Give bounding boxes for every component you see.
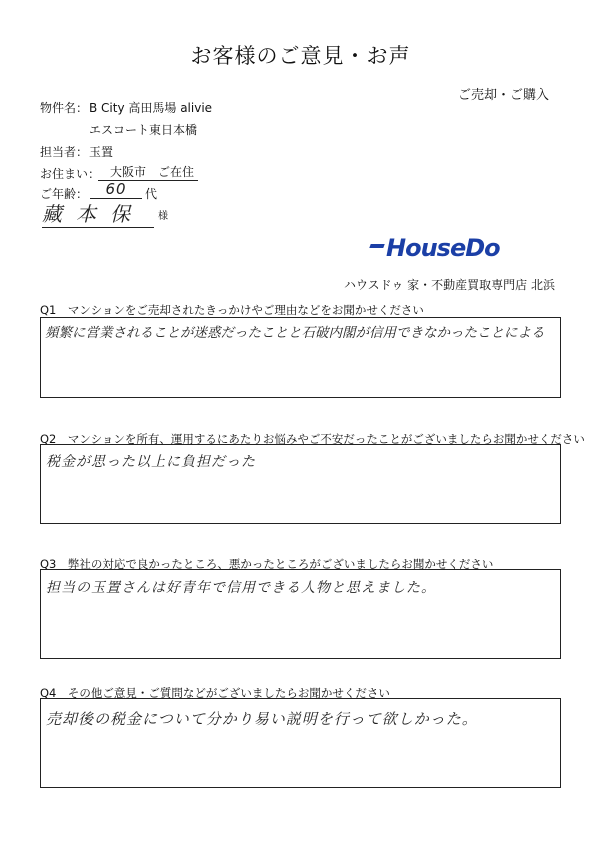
residence-value: 大阪市 ご在住 [98, 163, 198, 181]
question-1-label: Q1 マンションをご売却されたきっかけやご理由などをお聞かせください [40, 303, 424, 317]
transaction-type: ご売却・ご購入 [457, 88, 549, 103]
page-title: お客様のご意見・お声 [190, 44, 411, 68]
question-2-label: Q2 マンションを所有、運用するにあたりお悩みやご不安だったことがございましたらお聞かせください [40, 432, 585, 446]
question-1-answer: 頻繁に営業されることが迷惑だったことと石破内閣が信用できなかったことによる [45, 325, 545, 341]
staff-name: 玉置 [89, 145, 114, 159]
property-name-2: エスコート東日本橋 [89, 123, 198, 137]
property-label: 物件名： [40, 101, 89, 115]
age-label: ご年齢： [40, 187, 89, 201]
question-3-answer-box [40, 569, 561, 659]
logo-accent [369, 244, 384, 248]
question-4-answer: 売却後の税金について分かり易い説明を行って欲しかった。 [46, 710, 478, 728]
question-3-label: Q3 弊社の対応で良かったところ、悪かったところがございましたらお聞かせください [40, 557, 494, 571]
question-3-answer: 担当の玉置さんは好青年で信用できる人物と思えました。 [46, 580, 436, 596]
age-value: 60 [90, 180, 142, 199]
question-4-label: Q4 その他ご意見・ご質問などがございましたらお聞かせください [40, 686, 390, 700]
age-suffix: 代 [145, 187, 158, 201]
store-name: ハウスドゥ 家・不動産買取専門店 北浜 [344, 278, 555, 292]
residence-label: お住まい： [40, 167, 101, 181]
staff-label: 担当者： [40, 145, 89, 159]
housedo-logo: HouseDo [386, 234, 500, 262]
question-4-answer-box [40, 698, 561, 788]
question-2-answer: 税金が思った以上に負担だった [46, 454, 256, 470]
question-1-answer-box [40, 317, 561, 398]
property-name-1: B City 高田馬場 alivie [89, 101, 213, 115]
name-suffix: 様 [158, 211, 168, 222]
customer-name-signature: 藏本保 [42, 198, 154, 228]
question-2-answer-box [40, 444, 561, 524]
